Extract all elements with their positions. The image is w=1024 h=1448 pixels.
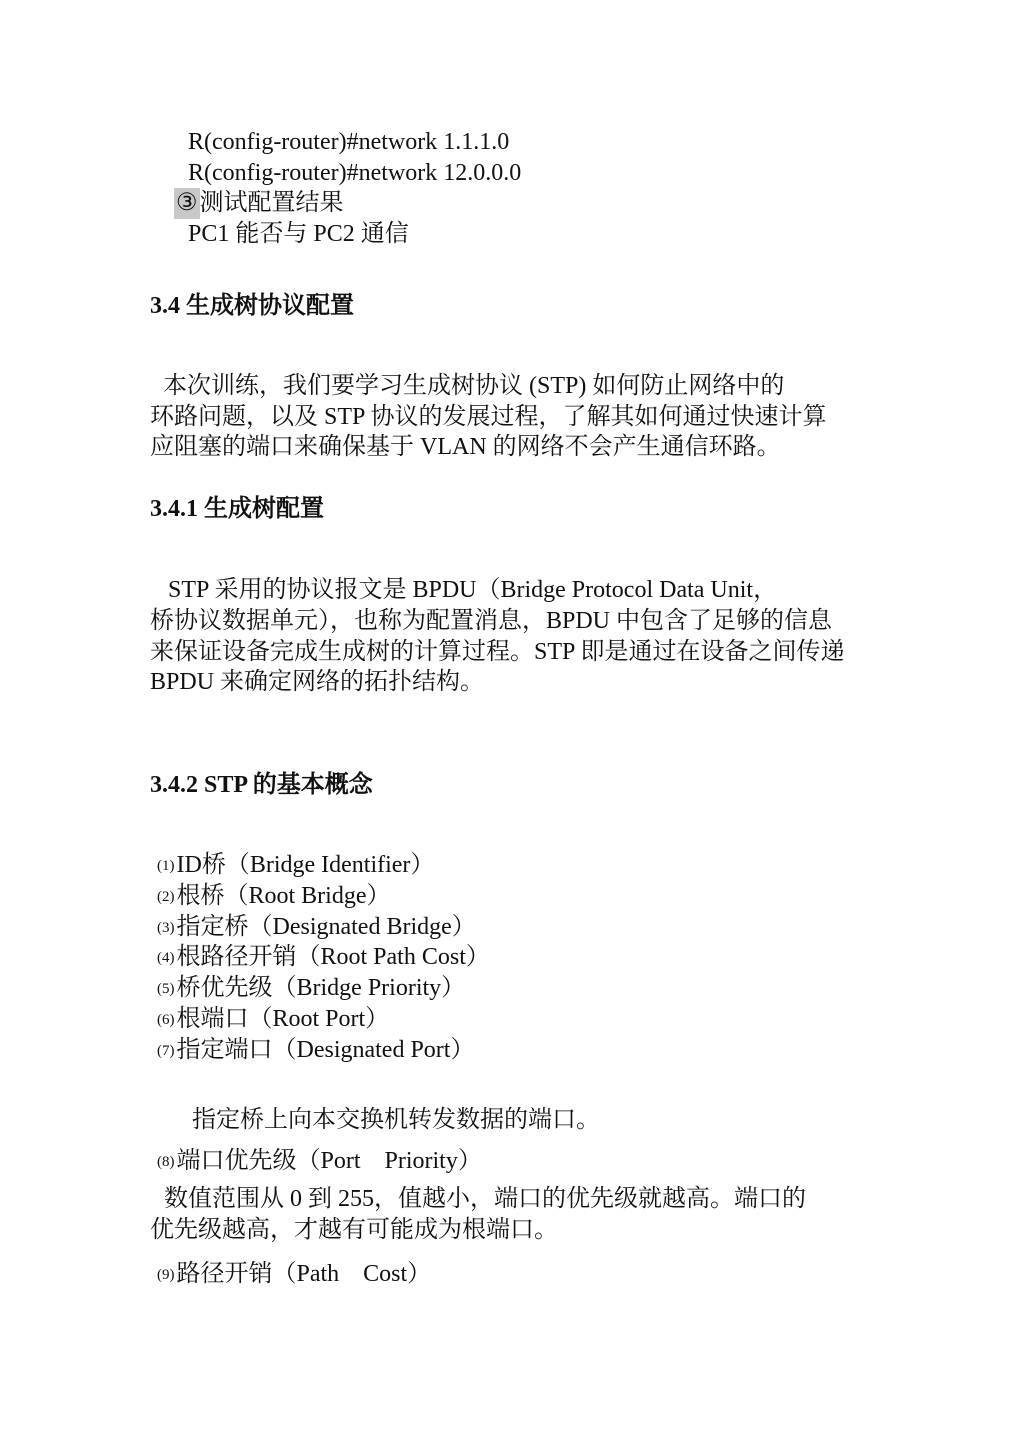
- concept-number: (7): [157, 1043, 175, 1059]
- concept-item: [157, 912, 476, 944]
- test-step: [176, 188, 344, 219]
- paragraph-line: 来保证设备完成生成树的计算过程。STP 即是通过在设备之间传递: [150, 639, 845, 665]
- paragraph-line: BPDU 来确定网络的拓扑结构。: [150, 669, 485, 695]
- step-marker: ③: [174, 188, 200, 219]
- concept-number: (5): [157, 981, 175, 997]
- concept-item: [157, 942, 490, 974]
- concept-text: ID桥（Bridge Identifier）: [176, 852, 435, 878]
- concept-item: [157, 881, 391, 913]
- concept-number: (2): [157, 889, 175, 905]
- paragraph-line: 优先级越高，才越有可能成为根端口。: [150, 1217, 558, 1243]
- paragraph-line: 桥协议数据单元），也称为配置消息，BPDU 中包含了足够的信息: [150, 608, 833, 634]
- paragraph-line: 数值范围从 0 到 255，值越小，端口的优先级就越高。端口的: [164, 1186, 806, 1212]
- concept-item: [157, 850, 434, 882]
- paragraph-line: 应阻塞的端口来确保基于 VLAN 的网络不会产生通信环路。: [150, 434, 781, 460]
- section-heading: 3.4 生成树协议配置: [150, 293, 354, 319]
- concept-text: 路径开销（Path Cost）: [176, 1261, 432, 1287]
- concept-number: (4): [157, 950, 175, 966]
- paragraph-line: STP 采用的协议报文是 BPDU（Bridge Protocol Data Unit，: [168, 577, 778, 603]
- concept-text: 端口优先级（Port Priority）: [176, 1148, 482, 1174]
- concept-text: 指定端口（Designated Port）: [176, 1037, 475, 1063]
- concept-text: 根端口（Root Port）: [176, 1006, 390, 1032]
- concept-text: 桥优先级（Bridge Priority）: [176, 975, 466, 1001]
- code-line: R(config-router)#network 12.0.0.0: [188, 160, 522, 186]
- code-line: R(config-router)#network 1.1.1.0: [188, 129, 510, 155]
- concept-item: [157, 1259, 431, 1291]
- paragraph-line: 本次训练，我们要学习生成树协议 (STP) 如何防止网络中的: [163, 373, 785, 399]
- concept-text: 根桥（Root Bridge）: [176, 883, 391, 909]
- concept-item: [157, 973, 465, 1005]
- concept-number: (9): [157, 1267, 175, 1283]
- step-text: 测试配置结果: [199, 190, 344, 216]
- concept-number: (6): [157, 1012, 175, 1028]
- concept-item: [157, 1146, 482, 1178]
- designated-port-description: 指定桥上向本交换机转发数据的端口。: [192, 1107, 600, 1133]
- concept-item: [157, 1035, 474, 1067]
- concept-item: [157, 1004, 389, 1036]
- concept-number: (3): [157, 920, 175, 936]
- paragraph-line: 环路问题，以及 STP 协议的发展过程，了解其如何通过快速计算: [150, 404, 827, 430]
- subsection-heading: 3.4.1 生成树配置: [150, 496, 324, 522]
- concept-number: (8): [157, 1154, 175, 1170]
- concept-text: 指定桥（Designated Bridge）: [176, 914, 476, 940]
- subsection-heading: 3.4.2 STP 的基本概念: [150, 772, 373, 798]
- concept-text: 根路径开销（Root Path Cost）: [176, 944, 490, 970]
- test-question: PC1 能否与 PC2 通信: [188, 221, 409, 247]
- concept-number: (1): [157, 858, 175, 874]
